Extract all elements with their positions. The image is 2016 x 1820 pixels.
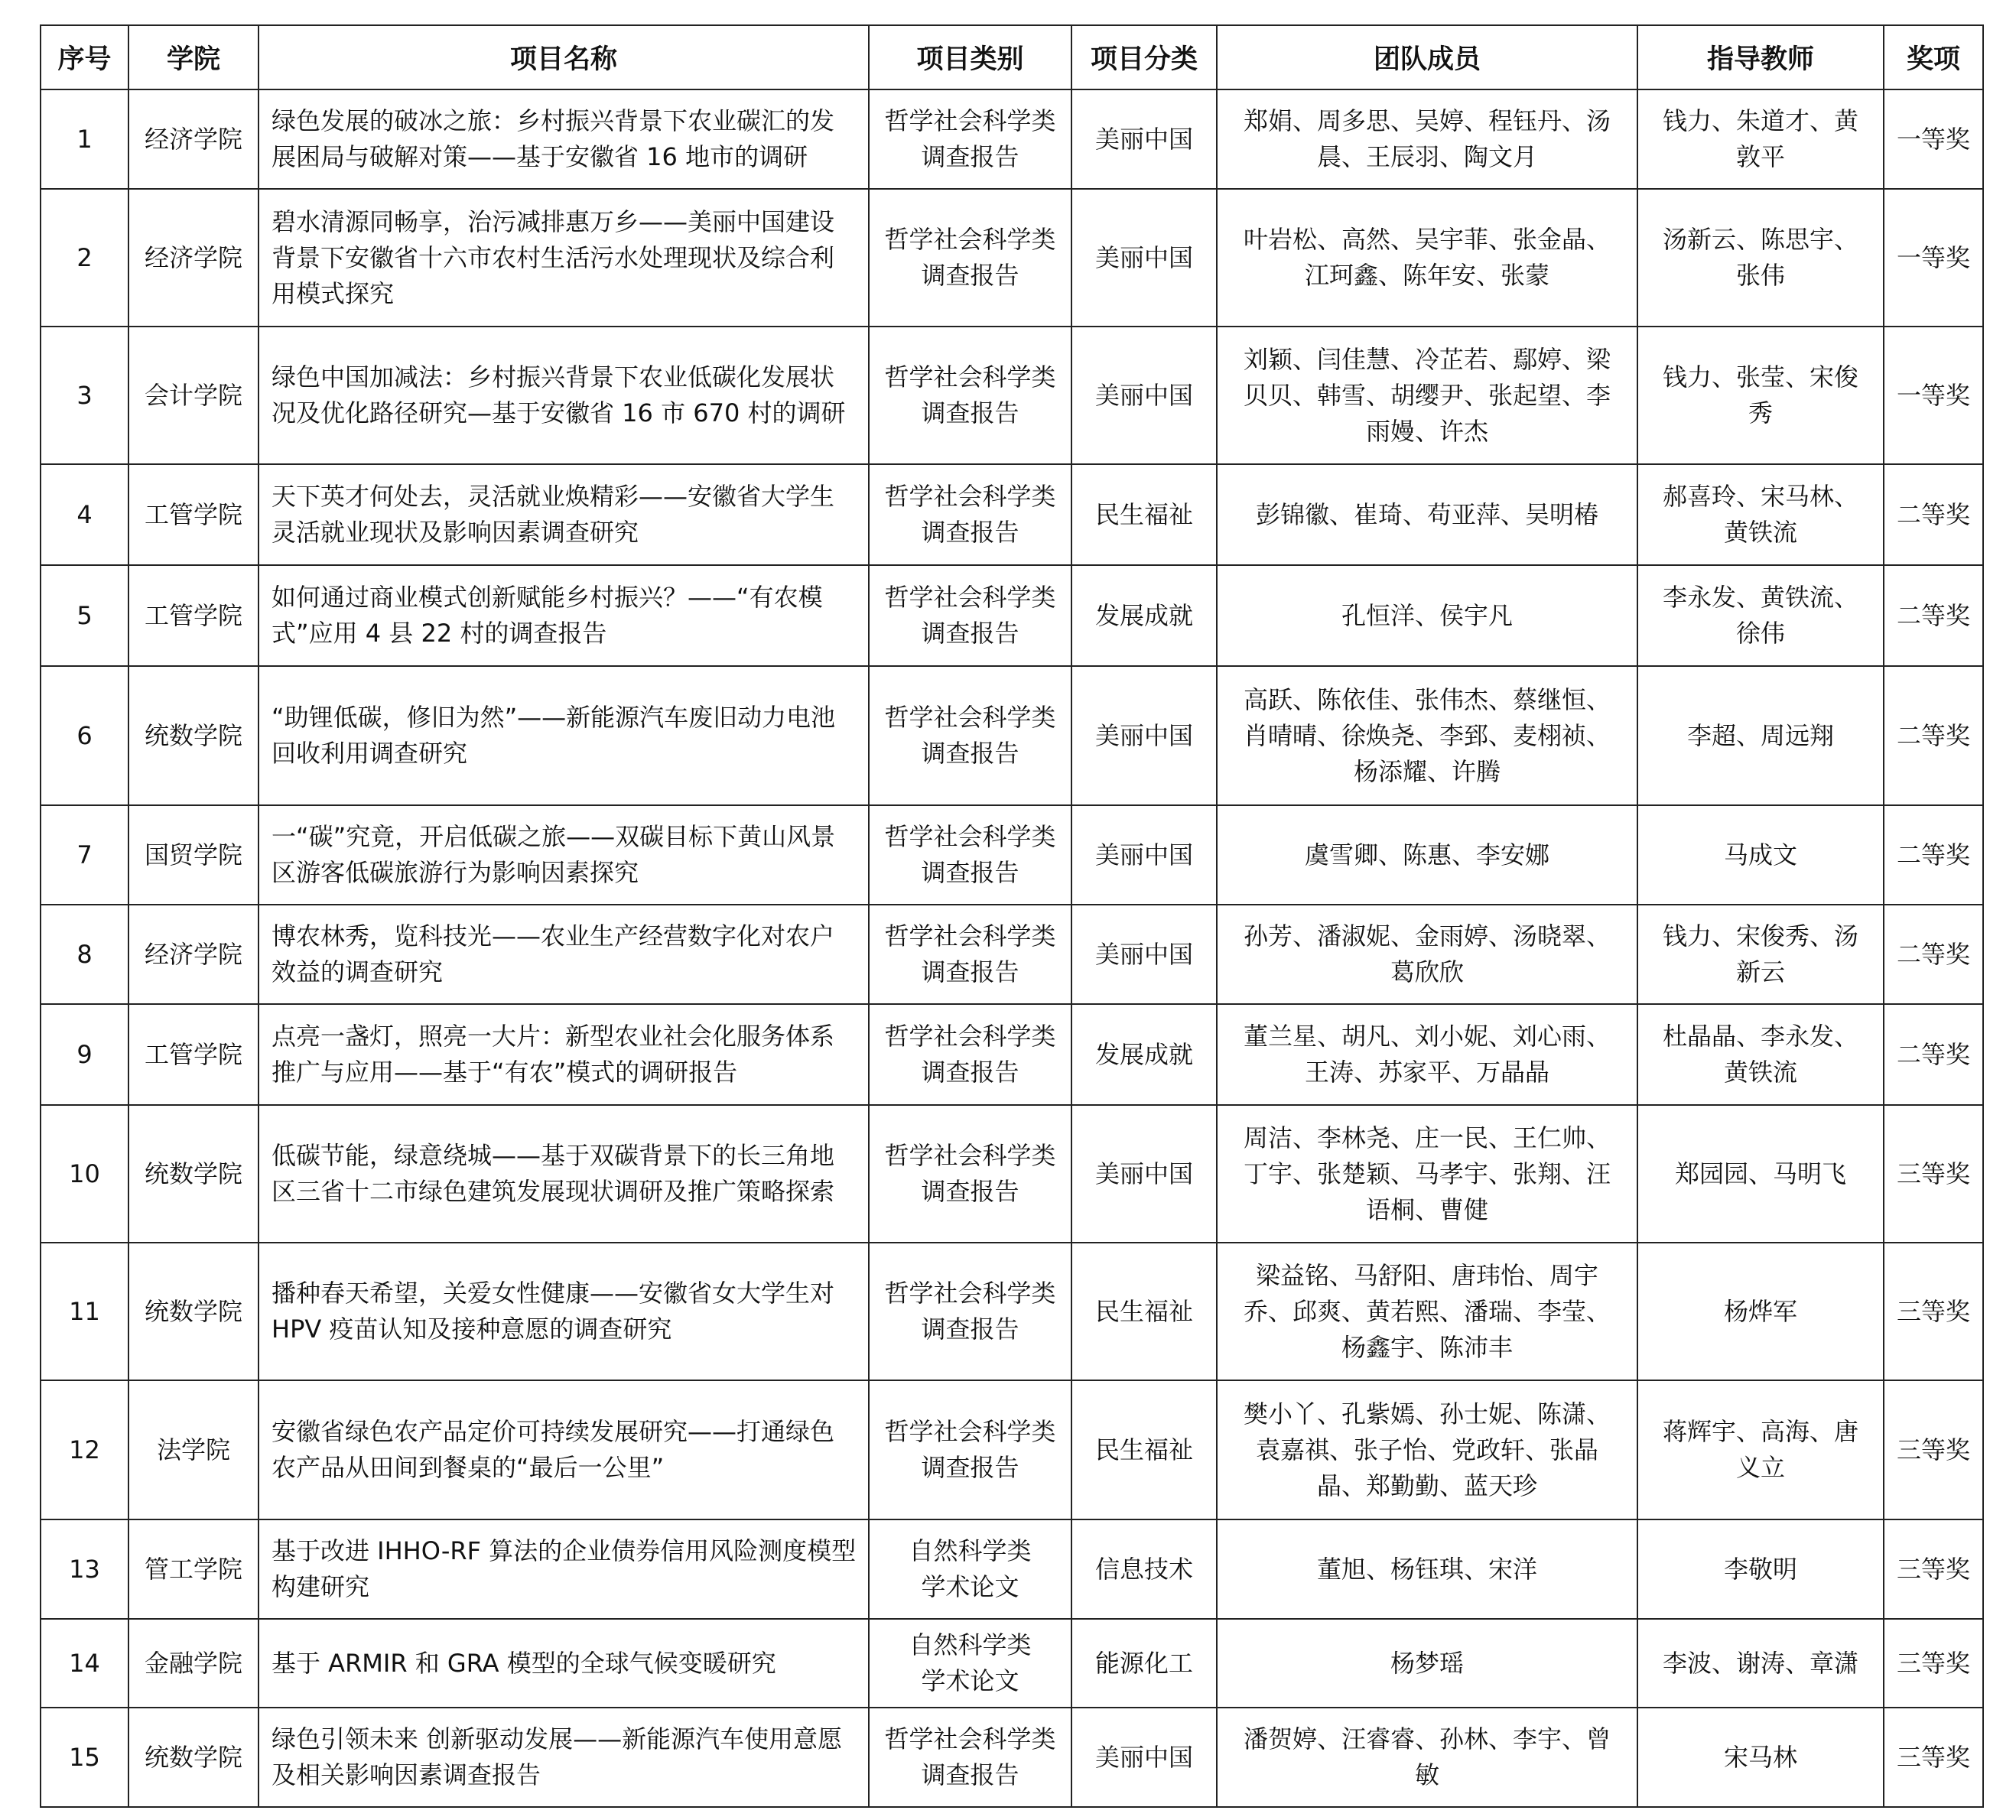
- cell-title: 安徽省绿色农产品定价可持续发展研究——打通绿色农产品从田间到餐桌的“最后一公里”: [259, 1380, 869, 1519]
- cell-no: 14: [41, 1619, 128, 1708]
- cell-no: 1: [41, 89, 128, 189]
- table-row: [41, 805, 1983, 905]
- cell-category: [869, 1004, 1071, 1105]
- cell-title: 绿色引领未来 创新驱动发展——新能源汽车使用意愿及相关影响因素调查报告: [259, 1708, 869, 1807]
- category-line1: 自然科学类: [909, 1536, 1032, 1565]
- cell-title: “助锂低碳，修旧为然”——新能源汽车废旧动力电池回收利用调查研究: [259, 666, 869, 805]
- header-college: 学院: [128, 25, 259, 89]
- cell-members: 梁益铭、马舒阳、唐玮怡、周宇乔、邱爽、黄若熙、潘瑞、李莹、杨鑫宇、陈沛丰: [1217, 1243, 1637, 1380]
- cell-members: 郑娟、周多思、吴婷、程钰丹、汤晨、王辰羽、陶文月: [1217, 89, 1637, 189]
- cell-classification: 发展成就: [1071, 565, 1217, 666]
- table-row: [41, 464, 1983, 565]
- cell-category: [869, 565, 1071, 666]
- category-line2: 调查报告: [921, 1177, 1019, 1206]
- table-row: [41, 1243, 1983, 1380]
- cell-category: [869, 1519, 1071, 1619]
- cell-category: [869, 1380, 1071, 1519]
- cell-members: 刘颖、闫佳慧、冷芷若、鄢婷、梁贝贝、韩雪、胡缨尹、张起望、李雨嫚、许杰: [1217, 327, 1637, 464]
- table-row: [41, 1519, 1983, 1619]
- table-header: [41, 25, 1983, 89]
- cell-title: 低碳节能，绿意绕城——基于双碳背景下的长三角地区三省十二市绿色建筑发展现状调研及推广策略探索: [259, 1105, 869, 1243]
- category-line2: 调查报告: [921, 739, 1019, 768]
- cell-award: 二等奖: [1884, 905, 1983, 1004]
- cell-title: 基于改进 IHHO-RF 算法的企业债券信用风险测度模型构建研究: [259, 1519, 869, 1619]
- header-classification: 项目分类: [1071, 25, 1217, 89]
- cell-college: 经济学院: [128, 905, 259, 1004]
- cell-award: 一等奖: [1884, 189, 1983, 327]
- category-line1: 哲学社会科学类: [884, 1417, 1056, 1446]
- cell-classification: 美丽中国: [1071, 1105, 1217, 1243]
- cell-title: 博农林秀，览科技光——农业生产经营数字化对农户效益的调查研究: [259, 905, 869, 1004]
- table-row: [41, 89, 1983, 189]
- cell-classification: 民生福祉: [1071, 1380, 1217, 1519]
- cell-classification: 美丽中国: [1071, 189, 1217, 327]
- category-line2: 学术论文: [921, 1572, 1019, 1601]
- cell-title: 天下英才何处去，灵活就业焕精彩——安徽省大学生灵活就业现状及影响因素调查研究: [259, 464, 869, 565]
- category-line2: 调查报告: [921, 957, 1019, 986]
- cell-award: 三等奖: [1884, 1519, 1983, 1619]
- cell-category: [869, 89, 1071, 189]
- cell-teachers: 李永发、黄铁流、徐伟: [1637, 565, 1884, 666]
- cell-classification: 美丽中国: [1071, 905, 1217, 1004]
- table-row: [41, 327, 1983, 464]
- category-line2: 学术论文: [921, 1666, 1019, 1695]
- cell-title: 碧水清源同畅享，治污减排惠万乡——美丽中国建设背景下安徽省十六市农村生活污水处理现状及综合利用模式探究: [259, 189, 869, 327]
- cell-no: 13: [41, 1519, 128, 1619]
- cell-classification: 美丽中国: [1071, 666, 1217, 805]
- cell-college: 管工学院: [128, 1519, 259, 1619]
- cell-award: 二等奖: [1884, 464, 1983, 565]
- cell-award: 二等奖: [1884, 565, 1983, 666]
- category-line1: 哲学社会科学类: [884, 1141, 1056, 1170]
- cell-members: 高跃、陈依佳、张伟杰、蔡继恒、肖晴晴、徐焕尧、李郅、麦栩祯、杨添耀、许腾: [1217, 666, 1637, 805]
- table-row: [41, 1380, 1983, 1519]
- cell-no: 4: [41, 464, 128, 565]
- category-line2: 调查报告: [921, 1453, 1019, 1482]
- cell-college: 统数学院: [128, 1105, 259, 1243]
- cell-no: 15: [41, 1708, 128, 1807]
- table-row: [41, 1004, 1983, 1105]
- cell-classification: 美丽中国: [1071, 805, 1217, 905]
- cell-members: 杨梦瑶: [1217, 1619, 1637, 1708]
- cell-members: 孙芳、潘淑妮、金雨婷、汤晓翠、葛欣欣: [1217, 905, 1637, 1004]
- cell-no: 8: [41, 905, 128, 1004]
- category-line1: 哲学社会科学类: [884, 583, 1056, 612]
- cell-category: [869, 189, 1071, 327]
- cell-classification: 民生福祉: [1071, 464, 1217, 565]
- cell-teachers: 李超、周远翔: [1637, 666, 1884, 805]
- category-line1: 哲学社会科学类: [884, 921, 1056, 951]
- category-line1: 哲学社会科学类: [884, 362, 1056, 392]
- header-row: [41, 25, 1983, 89]
- table-row: [41, 905, 1983, 1004]
- cell-award: 三等奖: [1884, 1243, 1983, 1380]
- category-line2: 调查报告: [921, 261, 1019, 290]
- cell-teachers: 马成文: [1637, 805, 1884, 905]
- cell-no: 7: [41, 805, 128, 905]
- cell-award: 三等奖: [1884, 1380, 1983, 1519]
- cell-teachers: 杨烨军: [1637, 1243, 1884, 1380]
- cell-title: 一“碳”究竟，开启低碳之旅——双碳目标下黄山风景区游客低碳旅游行为影响因素探究: [259, 805, 869, 905]
- cell-members: 董兰星、胡凡、刘小妮、刘心雨、王涛、苏家平、万晶晶: [1217, 1004, 1637, 1105]
- cell-college: 统数学院: [128, 1708, 259, 1807]
- cell-college: 工管学院: [128, 1004, 259, 1105]
- cell-category: [869, 1619, 1071, 1708]
- category-line2: 调查报告: [921, 398, 1019, 427]
- cell-college: 法学院: [128, 1380, 259, 1519]
- cell-classification: 美丽中国: [1071, 89, 1217, 189]
- cell-title: 绿色中国加减法：乡村振兴背景下农业低碳化发展状况及优化路径研究—基于安徽省 16 市 670 村的调研: [259, 327, 869, 464]
- cell-classification: 发展成就: [1071, 1004, 1217, 1105]
- cell-teachers: 李敬明: [1637, 1519, 1884, 1619]
- cell-classification: 美丽中国: [1071, 1708, 1217, 1807]
- cell-classification: 能源化工: [1071, 1619, 1217, 1708]
- cell-teachers: 李波、谢涛、章潇: [1637, 1619, 1884, 1708]
- category-line1: 哲学社会科学类: [884, 106, 1056, 135]
- cell-classification: 民生福祉: [1071, 1243, 1217, 1380]
- cell-teachers: 杜晶晶、李永发、黄铁流: [1637, 1004, 1884, 1105]
- cell-teachers: 蒋辉宇、高海、唐义立: [1637, 1380, 1884, 1519]
- cell-award: 二等奖: [1884, 805, 1983, 905]
- cell-no: 12: [41, 1380, 128, 1519]
- cell-award: 三等奖: [1884, 1105, 1983, 1243]
- table-row: [41, 1619, 1983, 1708]
- category-line2: 调查报告: [921, 858, 1019, 887]
- cell-award: 二等奖: [1884, 1004, 1983, 1105]
- cell-teachers: 宋马林: [1637, 1708, 1884, 1807]
- cell-college: 统数学院: [128, 1243, 259, 1380]
- cell-category: [869, 666, 1071, 805]
- header-teachers: 指导教师: [1637, 25, 1884, 89]
- cell-teachers: 汤新云、陈思宇、张伟: [1637, 189, 1884, 327]
- cell-award: 二等奖: [1884, 666, 1983, 805]
- cell-category: [869, 905, 1071, 1004]
- table-row: [41, 666, 1983, 805]
- cell-award: 一等奖: [1884, 327, 1983, 464]
- category-line1: 哲学社会科学类: [884, 482, 1056, 511]
- cell-members: 彭锦徽、崔琦、苟亚萍、吴明椿: [1217, 464, 1637, 565]
- cell-award: 三等奖: [1884, 1619, 1983, 1708]
- cell-college: 工管学院: [128, 464, 259, 565]
- cell-members: 樊小丫、孔紫嫣、孙士妮、陈潇、袁嘉祺、张子怡、党政轩、张晶晶、郑勤勤、蓝天珍: [1217, 1380, 1637, 1519]
- cell-teachers: 钱力、朱道才、黄敦平: [1637, 89, 1884, 189]
- table-body: [41, 89, 1983, 1807]
- category-line2: 调查报告: [921, 1315, 1019, 1344]
- cell-members: 董旭、杨钰琪、宋洋: [1217, 1519, 1637, 1619]
- cell-category: [869, 805, 1071, 905]
- category-line2: 调查报告: [921, 1058, 1019, 1087]
- cell-teachers: 钱力、宋俊秀、汤新云: [1637, 905, 1884, 1004]
- cell-members: 叶岩松、高然、吴宇菲、张金晶、江珂鑫、陈年安、张蒙: [1217, 189, 1637, 327]
- header-category: 项目类别: [869, 25, 1071, 89]
- cell-college: 国贸学院: [128, 805, 259, 905]
- table-row: [41, 189, 1983, 327]
- category-line1: 哲学社会科学类: [884, 225, 1056, 254]
- category-line1: 哲学社会科学类: [884, 703, 1056, 732]
- table-row: [41, 565, 1983, 666]
- cell-members: 潘贺婷、汪睿睿、孙林、李宇、曾敏: [1217, 1708, 1637, 1807]
- cell-college: 会计学院: [128, 327, 259, 464]
- cell-college: 经济学院: [128, 189, 259, 327]
- cell-classification: 信息技术: [1071, 1519, 1217, 1619]
- table-row: [41, 1105, 1983, 1243]
- category-line2: 调查报告: [921, 619, 1019, 648]
- header-award: 奖项: [1884, 25, 1983, 89]
- cell-award: 一等奖: [1884, 89, 1983, 189]
- cell-no: 5: [41, 565, 128, 666]
- category-line1: 哲学社会科学类: [884, 822, 1056, 851]
- category-line1: 自然科学类: [909, 1630, 1032, 1659]
- category-line2: 调查报告: [921, 518, 1019, 547]
- cell-classification: 美丽中国: [1071, 327, 1217, 464]
- cell-teachers: 郝喜玲、宋马林、黄铁流: [1637, 464, 1884, 565]
- header-members: 团队成员: [1217, 25, 1637, 89]
- cell-category: [869, 464, 1071, 565]
- cell-members: 孔恒洋、侯宇凡: [1217, 565, 1637, 666]
- cell-award: 三等奖: [1884, 1708, 1983, 1807]
- cell-category: [869, 1708, 1071, 1807]
- awards-table: [40, 24, 1984, 1808]
- cell-no: 6: [41, 666, 128, 805]
- cell-members: 虞雪卿、陈惠、李安娜: [1217, 805, 1637, 905]
- cell-members: 周洁、李林尧、庄一民、王仁帅、丁宇、张楚颖、马孝宇、张翔、汪语桐、曹健: [1217, 1105, 1637, 1243]
- category-line1: 哲学社会科学类: [884, 1724, 1056, 1753]
- cell-category: [869, 1243, 1071, 1380]
- cell-title: 基于 ARMIR 和 GRA 模型的全球气候变暖研究: [259, 1619, 869, 1708]
- cell-title: 如何通过商业模式创新赋能乡村振兴？——“有农模式”应用 4 县 22 村的调查报告: [259, 565, 869, 666]
- cell-no: 2: [41, 189, 128, 327]
- category-line2: 调查报告: [921, 142, 1019, 171]
- category-line1: 哲学社会科学类: [884, 1022, 1056, 1051]
- cell-category: [869, 1105, 1071, 1243]
- cell-college: 工管学院: [128, 565, 259, 666]
- cell-no: 10: [41, 1105, 128, 1243]
- header-no: 序号: [41, 25, 128, 89]
- category-line1: 哲学社会科学类: [884, 1279, 1056, 1308]
- cell-no: 3: [41, 327, 128, 464]
- category-line2: 调查报告: [921, 1760, 1019, 1789]
- header-title: 项目名称: [259, 25, 869, 89]
- cell-title: 绿色发展的破冰之旅：乡村振兴背景下农业碳汇的发展困局与破解对策——基于安徽省 16 地市的调研: [259, 89, 869, 189]
- cell-college: 金融学院: [128, 1619, 259, 1708]
- cell-teachers: 钱力、张莹、宋俊秀: [1637, 327, 1884, 464]
- cell-teachers: 郑园园、马明飞: [1637, 1105, 1884, 1243]
- cell-no: 9: [41, 1004, 128, 1105]
- table-row: [41, 1708, 1983, 1807]
- cell-no: 11: [41, 1243, 128, 1380]
- cell-title: 点亮一盏灯，照亮一大片：新型农业社会化服务体系推广与应用——基于“有农”模式的调研报告: [259, 1004, 869, 1105]
- cell-college: 经济学院: [128, 89, 259, 189]
- cell-title: 播种春天希望，关爱女性健康——安徽省女大学生对 HPV 疫苗认知及接种意愿的调查研究: [259, 1243, 869, 1380]
- cell-college: 统数学院: [128, 666, 259, 805]
- cell-category: [869, 327, 1071, 464]
